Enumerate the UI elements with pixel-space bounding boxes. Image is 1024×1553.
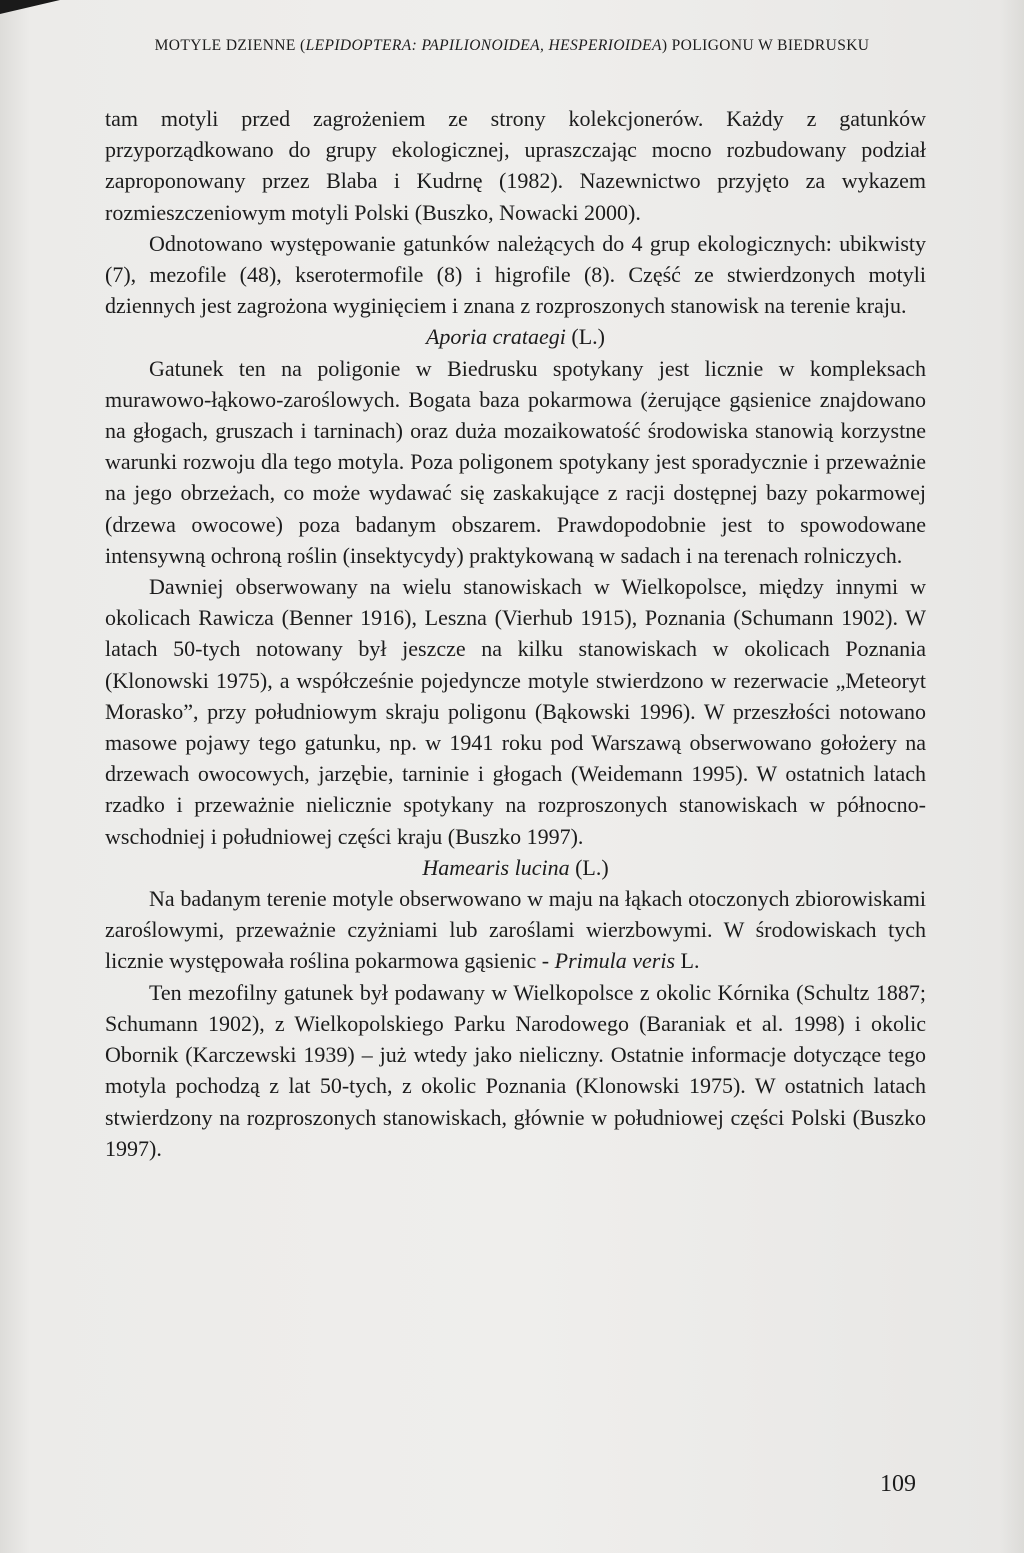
main-text <box>105 103 926 1164</box>
plant-author: L. <box>675 948 700 974</box>
paragraph-5-text: Na badanym terenie motyle obserwowano w maju na łąkach otoczonych zbiorowiskami zaroślowymi, przeważnie czyżniami lub zaroślami wierzbowymi. W środowiskach tych licznie występowała roślina pokarmowa gąsienic - <box>105 886 926 974</box>
paragraph-5 <box>105 883 926 977</box>
paragraph-1: tam motyli przed zagrożeniem ze strony kolekcjonerów. Każdy z gatunków przyporządkowano do grupy ekologicznej, upraszczając mocno rozbudowany podział zaproponowany przez Blaba i Kudrnę (1982). Nazewnictwo przyjęto za wykazem rozmieszczeniowym motyli Polski (Buszko, Nowacki 2000). <box>105 106 926 225</box>
species-heading-hamearis <box>105 852 926 883</box>
page-number: 109 <box>880 1471 916 1497</box>
header-prefix: MOTYLE DZIENNE ( <box>154 37 306 54</box>
scan-corner-mark <box>0 0 60 14</box>
header-italic-taxa: LEPIDOPTERA: PAPILIONOIDEA, HESPERIOIDEA <box>305 37 662 54</box>
species-author: (L.) <box>569 854 609 880</box>
species-name: Aporia crataegi <box>425 324 566 350</box>
header-suffix: ) POLIGONU W BIEDRUSKU <box>661 37 870 54</box>
paragraph-4: Dawniej obserwowany na wielu stanowiskach w Wielkopolsce, między innymi w okolicach Rawicza (Benner 1916), Leszna (Vierhub 1915), Poznania (Schumann 1902). W latach 50-tych notowany był jeszcze na kilku stanowiskach w okolicach Poznania (Klonowski 1975), a współcześnie pojedyncze motyle stwierdzono w rezerwacie „Meteoryt Morasko”, przy południowym skraju poligonu (Bąkowski 1996). W przeszłości notowano masowe pojawy tego gatunku, np. w 1941 roku pod Warszawą obserwowano gołożery na drzewach owocowych, jarzębie, tarninie i głogach (Weidemann 1995). W ostatnich latach rzadko i przeważnie nielicznie spotykany na rozproszonych stanowiskach w północno-wschodniej i południowej części kraju (Buszko 1997). <box>105 574 926 849</box>
plant-name: Primula veris <box>554 948 676 974</box>
species-name: Hamearis lucina <box>422 854 570 880</box>
running-header <box>0 37 1024 55</box>
species-heading-aporia <box>105 321 926 352</box>
paragraph-6: Ten mezofilny gatunek był podawany w Wielkopolsce z okolic Kórnika (Schultz 1887; Schumann 1902), z Wielkopolskiego Parku Narodowego (Baraniak et al. 1998) i okolic Obornik (Karczewski 1939) – już wtedy jako nieliczny. Ostatnie informacje dotyczące tego motyla pochodzą z lat 50-tych, z okolic Poznania (Klonowski 1975). W ostatnich latach stwierdzony na rozproszonych stanowiskach, głównie w południowej części Polski (Buszko 1997). <box>105 979 926 1161</box>
species-author: (L.) <box>565 324 606 350</box>
paragraph-3: Gatunek ten na poligonie w Biedrusku spotykany jest licznie w kompleksach murawowo-łąkowo-zaroślowych. Bogata baza pokarmowa (żerujące gąsienice znajdowano na głogach, gruszach i tarninach) oraz duża mozaikowatość środowiska stanowią korzystne warunki rozwoju dla tego motyla. Poza poligonem spotykany jest sporadycznie i przeważnie na jego obrzeżach, co może wydawać się zaskakujące z racji dostępnej bazy pokarmowej (drzewa owocowe) poza badanym obszarem. Prawdopodobnie jest to spowodowane intensywną ochroną roślin (insektycydy) praktykowaną w sadach i na terenach rolniczych. <box>105 355 926 568</box>
paragraph-2: Odnotowano występowanie gatunków należących do 4 grup ekologicznych: ubikwisty (7), mezofile (48), kserotermofile (8) i higrofile (8). Część ze stwierdzonych motyli dziennych jest zagrożona wyginięciem i znana z rozproszonych stanowisk na terenie kraju. <box>105 230 926 319</box>
